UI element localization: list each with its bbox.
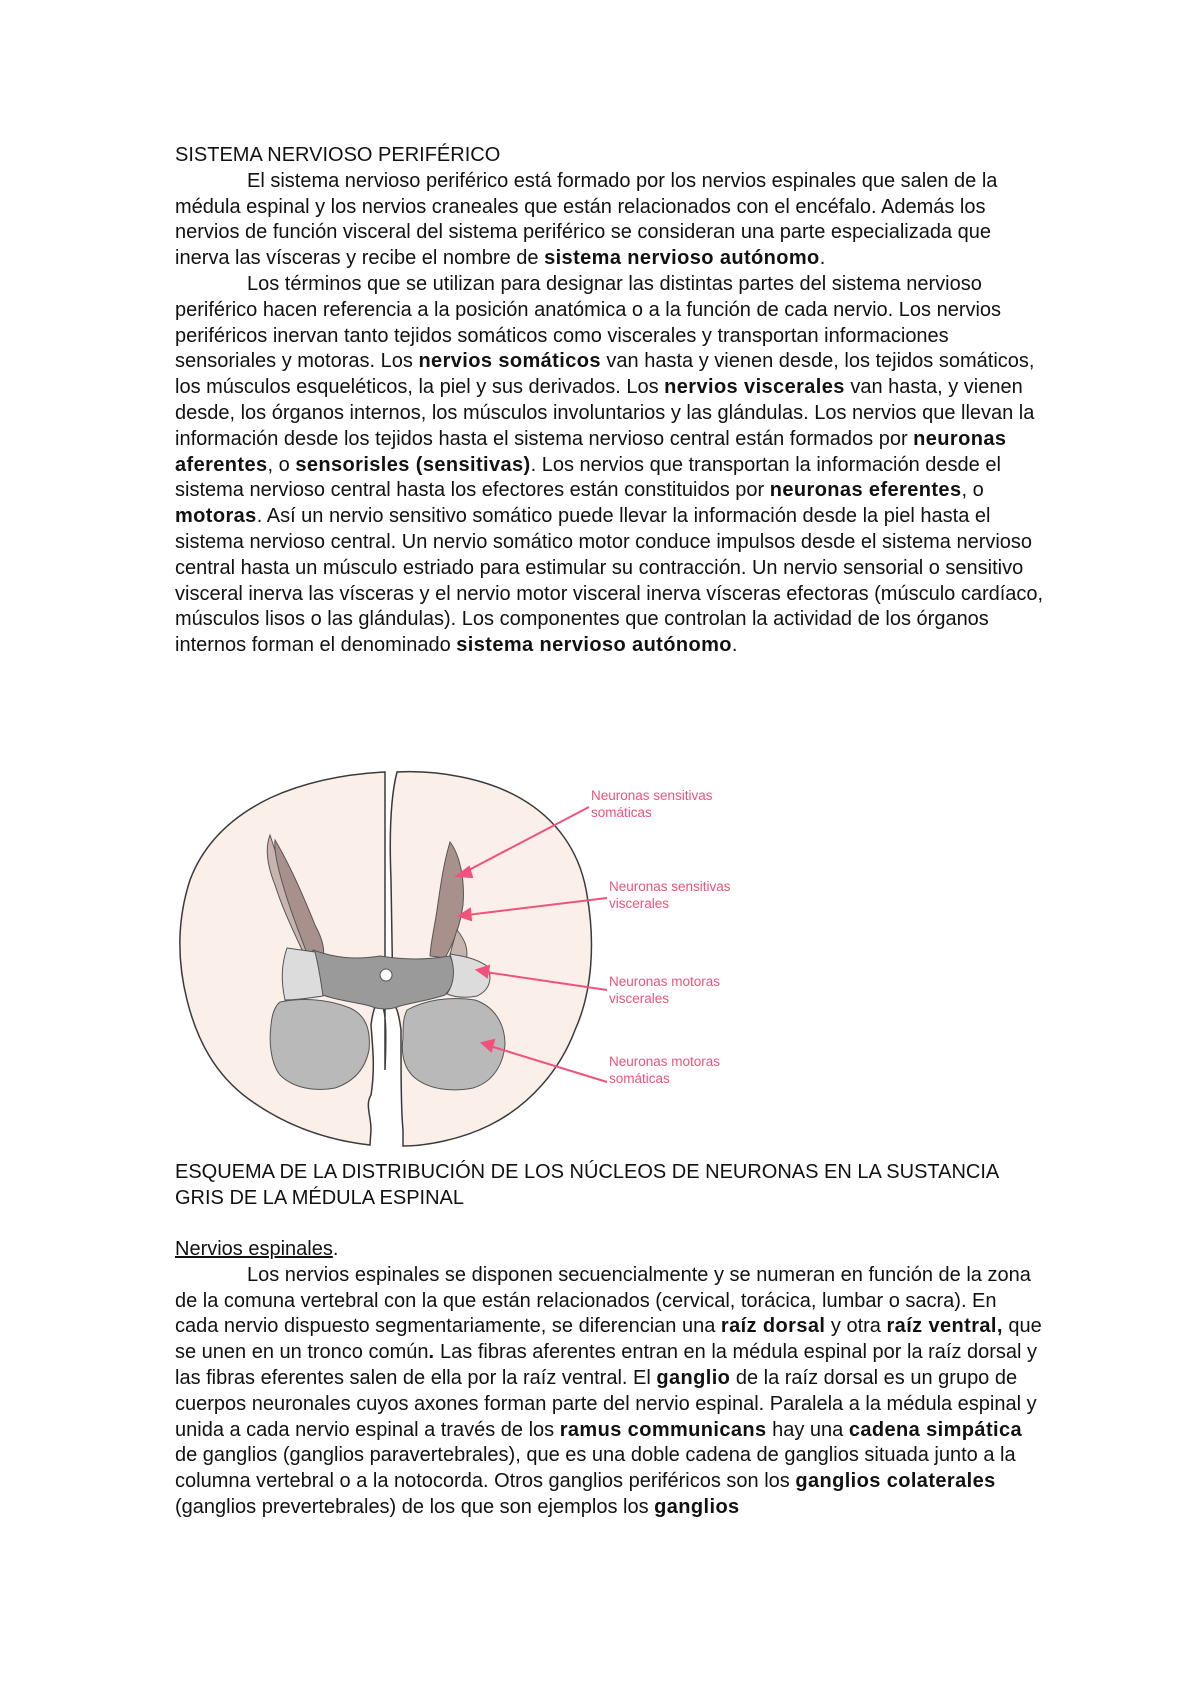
bold-term: sistema nervioso autónomo	[544, 247, 820, 270]
text-run: (ganglios prevertebrales) de los que son ejemplos los	[175, 1495, 655, 1518]
bold-term: sistema nervioso autónomo	[456, 634, 732, 657]
text-run: , o	[961, 479, 984, 502]
bold-term: neuronas aferentes	[175, 427, 1007, 476]
label-motor-somatic-2: somáticas	[609, 1071, 670, 1086]
bold-term: ganglios	[654, 1495, 740, 1518]
bold-term: .	[428, 1341, 435, 1364]
text-run: de ganglios (ganglios paravertebrales), que es una doble cadena de ganglios situada junto a la columna vertebral o a la notocorda. Otros ganglios periféricos son los	[175, 1444, 1016, 1493]
paragraph-1	[175, 169, 1045, 272]
figure-caption-block	[175, 1160, 1045, 1212]
bold-term: raíz ventral,	[886, 1315, 1003, 1338]
bold-term: cadena simpática	[848, 1418, 1023, 1441]
text-run: .	[731, 634, 738, 657]
spinal-nerves-section	[175, 1237, 1045, 1521]
bold-term: nervios viscerales	[664, 376, 845, 399]
text-run: , o	[267, 453, 296, 476]
bold-term: raíz dorsal	[720, 1315, 826, 1338]
paragraph-3	[175, 1263, 1045, 1521]
bold-term: motoras	[175, 505, 257, 528]
paragraph-2	[175, 272, 1045, 659]
label-motor-somatic-1: Neuronas motoras	[609, 1054, 721, 1069]
central-canal	[380, 969, 392, 981]
text-run: El sistema nervioso periférico está formado por los nervios espinales que salen de la médula espinal y los nervios craneales que están relacionados con el encéfalo. Además los nervios de función visceral del sistema periférico se consideran una parte especializada que inerva las vísceras y recibe el nombre de	[175, 169, 998, 270]
label-sensitive-visceral-2: viscerales	[609, 896, 670, 911]
bold-term: ramus communicans	[559, 1418, 767, 1441]
text-run: .	[332, 1238, 339, 1260]
text-run: . Así un nervio sensitivo somático puede llevar la información desde la piel hasta el sistema nervioso central. Un nervio somático motor conduce impulsos desde el sistema nervioso central hasta un músculo estriado para estimular su contracción. Un nervio sensorial o sensitivo visceral inerva las vísceras y el nervio motor visceral inerva vísceras efectoras (músculo cardíaco, músculos lisos o las glándulas). Los componentes que controlan la actividad de los órganos internos forman el denominado	[175, 505, 1044, 657]
label-sensitive-visceral-1: Neuronas sensitivas	[609, 879, 731, 894]
label-motor-visceral-2: viscerales	[609, 991, 670, 1006]
bold-term: sensorisles (sensitivas)	[295, 453, 531, 476]
figure-caption: ESQUEMA DE LA DISTRIBUCIÓN DE LOS NÚCLEOS DE NEURONAS EN LA SUSTANCIA GRIS DE LA MÉDULA ESPINAL	[175, 1161, 999, 1209]
text-run: . Los nervios que transportan la información desde el sistema nervioso central hasta los efectores están constituidos por	[175, 453, 1001, 502]
bold-term: ganglios colaterales	[795, 1470, 996, 1493]
ventral-horn-left	[270, 1000, 369, 1090]
section-heading	[175, 1237, 1045, 1263]
bold-term: ganglio	[656, 1366, 731, 1389]
text-run: hay una	[766, 1418, 849, 1441]
bold-term: nervios somáticos	[418, 350, 601, 373]
page-title: SISTEMA NERVIOSO PERIFÉRICO	[175, 144, 501, 166]
bold-term: neuronas eferentes	[769, 479, 962, 502]
text-run: que se unen en un tronco común	[175, 1315, 1042, 1364]
text-run: van hasta, y vienen desde, los órganos internos, los músculos involuntarios y las glándulas. Los nervios que llevan la información desde los tejidos hasta el sistema nervioso central están formados por	[175, 376, 1035, 450]
text-run: van hasta y vienen desde, los tejidos somáticos, los músculos esqueléticos, la piel y sus derivados. Los	[175, 350, 1035, 399]
text-run: y otra	[825, 1315, 887, 1338]
intro-section	[175, 143, 1045, 659]
section-heading-text: Nervios espinales	[175, 1238, 333, 1260]
label-sensitive-somatic-2: somáticas	[591, 805, 652, 820]
text-run: Las fibras aferentes entran en la médula espinal por la raíz dorsal y las fibras eferentes salen de ella por la raíz ventral. El	[175, 1341, 1038, 1389]
label-sensitive-somatic-1: Neuronas sensitivas	[591, 788, 713, 803]
text-run: de la raíz dorsal es un grupo de cuerpos neuronales cuyos axones forman parte del nervio espinal. Paralela a la médula espinal y unida a cada nervio espinal a través de los	[175, 1366, 1037, 1441]
text-run: Los nervios espinales se disponen secuencialmente y se numeran en función de la zona de la comuna vertebral con la que están relacionados (cervical, torácica, lumbar o sacra). En cada nervio dispuesto segmentariamente, se diferencian una	[175, 1263, 1031, 1338]
label-motor-visceral-1: Neuronas motoras	[609, 974, 721, 989]
text-run: .	[819, 247, 826, 270]
text-run: Los términos que se utilizan para designar las distintas partes del sistema nervioso periférico hacen referencia a la posición anatómica o a la función de cada nervio. Los nervios periféricos inervan tanto tejidos somáticos como viscerales y transportan informaciones sensoriales y motoras. Los	[175, 272, 1002, 373]
spinal-cord-diagram	[175, 770, 815, 1150]
